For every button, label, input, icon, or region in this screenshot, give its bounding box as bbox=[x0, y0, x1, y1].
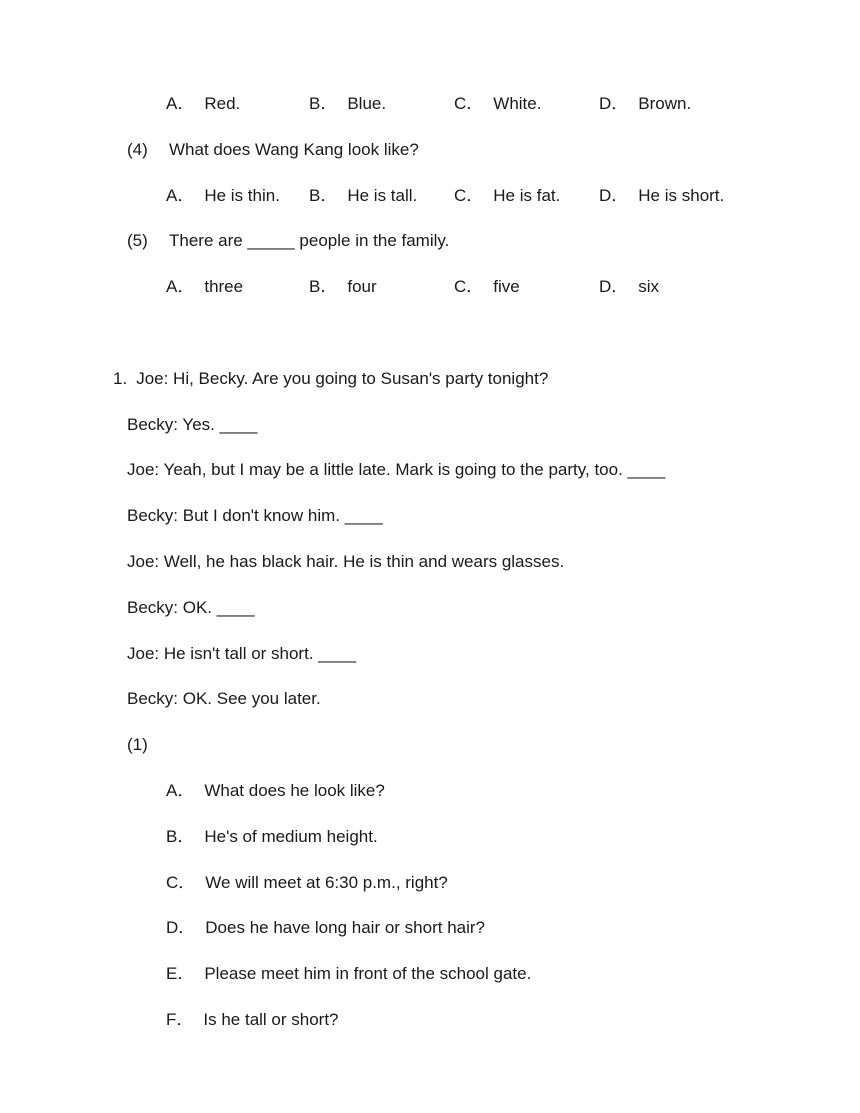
choice-b bbox=[166, 826, 378, 848]
option-letter: A． bbox=[166, 186, 195, 205]
q5-option-a bbox=[166, 276, 243, 298]
choice-text: Please meet him in front of the school gate. bbox=[204, 964, 532, 983]
option-text: He is short. bbox=[638, 186, 725, 205]
subquestion-number: (1) bbox=[127, 735, 148, 754]
q4-stem bbox=[127, 139, 419, 161]
choice-letter: E． bbox=[166, 964, 195, 983]
option-letter: D． bbox=[599, 186, 629, 205]
question-number: 1. bbox=[113, 369, 128, 388]
q3-option-a bbox=[166, 93, 240, 115]
choice-e bbox=[166, 963, 531, 985]
option-text: five bbox=[493, 277, 520, 296]
choice-a bbox=[166, 780, 385, 802]
option-letter: C． bbox=[454, 186, 484, 205]
choice-d bbox=[166, 917, 485, 939]
option-letter: B． bbox=[309, 186, 338, 205]
choice-letter: C． bbox=[166, 873, 196, 892]
q3-option-c bbox=[454, 93, 541, 115]
q5-option-d bbox=[599, 276, 659, 298]
question-text: There are _____ people in the family. bbox=[169, 231, 450, 250]
q4-option-b bbox=[309, 185, 417, 207]
option-letter: C． bbox=[454, 94, 484, 113]
dialogue-line-7: Joe: He isn't tall or short. ____ bbox=[127, 644, 357, 663]
option-letter: B． bbox=[309, 277, 338, 296]
dialogue-text: Joe: Hi, Becky. Are you going to Susan's party tonight? bbox=[136, 369, 549, 388]
choice-c bbox=[166, 872, 448, 894]
option-text: Brown. bbox=[638, 94, 692, 113]
dialogue-line-2: Becky: Yes. ____ bbox=[127, 415, 258, 434]
q5-option-c bbox=[454, 276, 520, 298]
option-letter: D． bbox=[599, 94, 629, 113]
dialogue-line-4: Becky: But I don't know him. ____ bbox=[127, 506, 383, 525]
choice-f bbox=[166, 1009, 339, 1031]
choice-letter: A． bbox=[166, 781, 195, 800]
option-text: four bbox=[347, 277, 377, 296]
choice-letter: F． bbox=[166, 1010, 194, 1029]
dialogue-line-5: Joe: Well, he has black hair. He is thin and wears glasses. bbox=[127, 552, 565, 571]
option-text: He is fat. bbox=[493, 186, 561, 205]
choice-text: Does he have long hair or short hair? bbox=[205, 918, 486, 937]
option-text: Red. bbox=[204, 94, 241, 113]
choice-text: He's of medium height. bbox=[204, 827, 378, 846]
choice-text: What does he look like? bbox=[204, 781, 385, 800]
question-number: (4) bbox=[127, 140, 148, 159]
option-text: three bbox=[204, 277, 244, 296]
q3-option-b bbox=[309, 93, 386, 115]
dialogue-line-1 bbox=[113, 368, 548, 390]
option-letter: C． bbox=[454, 277, 484, 296]
choice-text: We will meet at 6:30 p.m., right? bbox=[205, 873, 448, 892]
option-letter: A． bbox=[166, 277, 195, 296]
q4-option-a bbox=[166, 185, 280, 207]
option-letter: B． bbox=[309, 94, 338, 113]
dialogue-line-8: Becky: OK. See you later. bbox=[127, 689, 321, 708]
choice-letter: D． bbox=[166, 918, 196, 937]
q5-stem bbox=[127, 230, 449, 252]
dialogue-line-6: Becky: OK. ____ bbox=[127, 598, 255, 617]
dialogue-line-3: Joe: Yeah, but I may be a little late. Mark is going to the party, too. ____ bbox=[127, 460, 666, 479]
q5-option-b bbox=[309, 276, 377, 298]
option-text: six bbox=[638, 277, 660, 296]
option-letter: D． bbox=[599, 277, 629, 296]
option-letter: A． bbox=[166, 94, 195, 113]
q4-option-c bbox=[454, 185, 560, 207]
option-text: White. bbox=[493, 94, 542, 113]
choice-text: Is he tall or short? bbox=[203, 1010, 339, 1029]
question-number: (5) bbox=[127, 231, 148, 250]
q3-option-d bbox=[599, 93, 691, 115]
question-text: What does Wang Kang look like? bbox=[169, 140, 419, 159]
option-text: Blue. bbox=[347, 94, 387, 113]
choice-letter: B． bbox=[166, 827, 195, 846]
option-text: He is tall. bbox=[347, 186, 418, 205]
q4-option-d bbox=[599, 185, 724, 207]
option-text: He is thin. bbox=[204, 186, 280, 205]
